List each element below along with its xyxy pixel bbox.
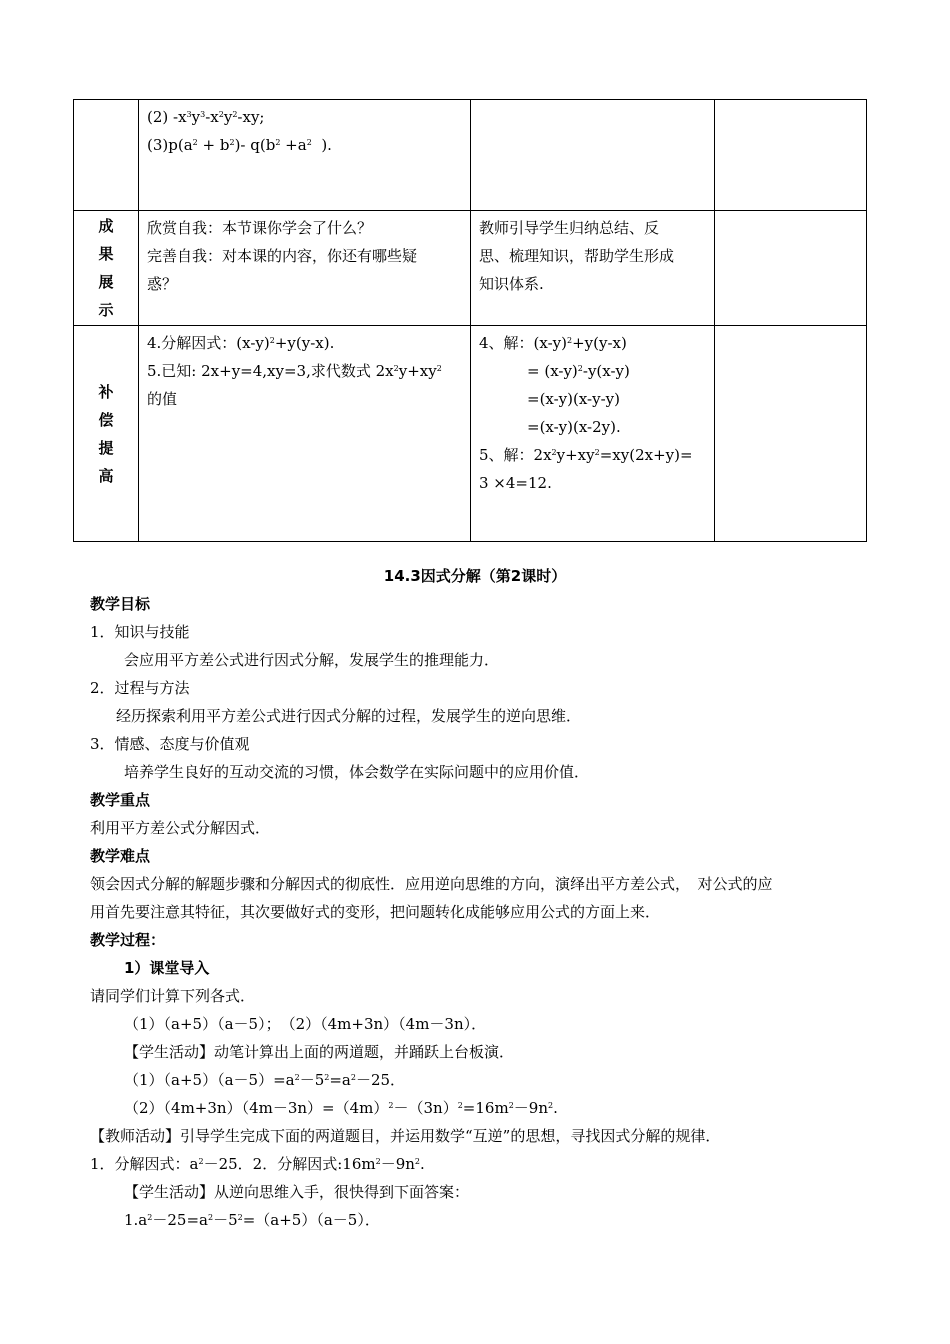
notes-cell — [715, 211, 867, 326]
process-step-1-text: 请同学们计算下列各式． — [90, 987, 256, 1005]
table-row — [74, 326, 867, 542]
text-line: 知识体系. — [479, 275, 544, 293]
text-line: 4.分解因式：$(x-y)^2+y(y-x)$. — [147, 334, 335, 352]
lesson-table — [73, 99, 867, 542]
heading-difficulty: 教学难点 — [90, 847, 151, 865]
question: 1．分解因式：$a^2-25$．2．分解因式$:16m^2-9n^2$. — [90, 1155, 425, 1173]
row-label-cell — [74, 100, 139, 211]
teacher-cell — [471, 211, 715, 326]
notes-cell — [715, 100, 867, 211]
heading-goals: 教学目标 — [90, 595, 151, 613]
text-line: 惑？ — [147, 275, 178, 293]
activity-cell — [139, 211, 471, 326]
table-row — [74, 100, 867, 211]
text-line: 思、梳理知识，帮助学生形成 — [479, 247, 675, 265]
calc-exercises: （1）（a+5）（a－5）； （2）（4m+3n）（4m－3n）． — [124, 1015, 487, 1033]
answer-3: $1.a^2-25=a^2-5^2=(a+5)(a-5)$． — [124, 1211, 380, 1229]
teacher-activity: 【教师活动】引导学生完成下面的两道题目，并运用数学“互逆”的思想，寻找因式分解的规律． — [90, 1127, 721, 1145]
text-line: 5、解：$2x^2y+xy^2=xy(2x+y)=$ — [479, 446, 693, 464]
goal-1-text: 会应用平方差公式进行因式分解，发展学生的推理能力． — [124, 651, 500, 669]
row-label-achievement: 成 果 展 示 — [74, 211, 139, 326]
text-line: =(x-y)(x-2y). — [527, 418, 621, 436]
text-line: 完善自我：对本课的内容，你还有哪些疑 — [147, 247, 418, 265]
text-line: $(3)p(a^2 + b^2)-$ $q(b^2 +a^2$ ). — [147, 136, 332, 154]
table-row — [74, 211, 867, 326]
text-line: 欣赏自我：本节课你学会了什么？ — [147, 219, 373, 237]
text-line: 的值 — [147, 390, 178, 408]
notes-cell — [715, 326, 867, 542]
student-activity-2: 【学生活动】从逆向思维入手，很快得到下面答案： — [124, 1183, 470, 1201]
exercise-cell — [139, 100, 471, 211]
row-label-supplement: 补 偿 提 高 — [74, 326, 139, 542]
text-line: 5.已知: 2x+y=4,xy=3,求代数式 $2x^2y+xy^2$ — [147, 362, 442, 380]
goal-2: 2．过程与方法 — [90, 679, 190, 697]
text-line: = $(x-y)^2-y(x-y)$ — [527, 362, 630, 380]
difficulty-text-2: 用首先要注意其特征，其次要做好式的变形，把问题转化成能够应用公式的方面上来． — [90, 903, 661, 921]
heading-key-point: 教学重点 — [90, 791, 151, 809]
difficulty-text-1: 领会因式分解的解题步骤和分解因式的彻底性．应用逆向思维的方向，演绎出平方差公式， 对公式的应 — [90, 875, 773, 893]
student-activity-1: 【学生活动】动笔计算出上面的两道题，并踊跃上台板演． — [124, 1043, 515, 1061]
text-line: 4、解：$(x-y)^2+y(y-x)$ — [479, 334, 627, 352]
goal-1: 1．知识与技能 — [90, 623, 190, 641]
teacher-cell — [471, 100, 715, 211]
answer-1: $(1)(a+5)(a-5)=a^2-5^2=a^2-25$． — [124, 1071, 406, 1089]
exercise-cell — [139, 326, 471, 542]
section-title: 14.3因式分解（第2课时） — [383, 567, 567, 585]
goal-3-text: 培养学生良好的互动交流的习惯，体会数学在实际问题中的应用价值． — [124, 763, 590, 781]
solution-cell — [471, 326, 715, 542]
process-step-1: 1）课堂导入 — [124, 959, 210, 977]
answer-2: $(2)(4m+3n)(4m-3n)=(4m)^2-(3n)^2=16m^2-9n^2$. — [124, 1099, 558, 1117]
goal-2-text: 经历探索利用平方差公式进行因式分解的过程，发展学生的逆向思维． — [116, 707, 582, 725]
text-line: (2) $-x^3y^3-x^2y^2-xy$; — [147, 108, 265, 126]
heading-process: 教学过程： — [90, 931, 166, 949]
text-line: 3 ×4=12. — [479, 474, 552, 492]
text-line: 教师引导学生归纳总结、反 — [479, 219, 660, 237]
text-line: =(x-y)(x-y-y) — [527, 390, 620, 408]
goal-3: 3．情感、态度与价值观 — [90, 735, 250, 753]
key-point-text: 利用平方差公式分解因式． — [90, 819, 271, 837]
